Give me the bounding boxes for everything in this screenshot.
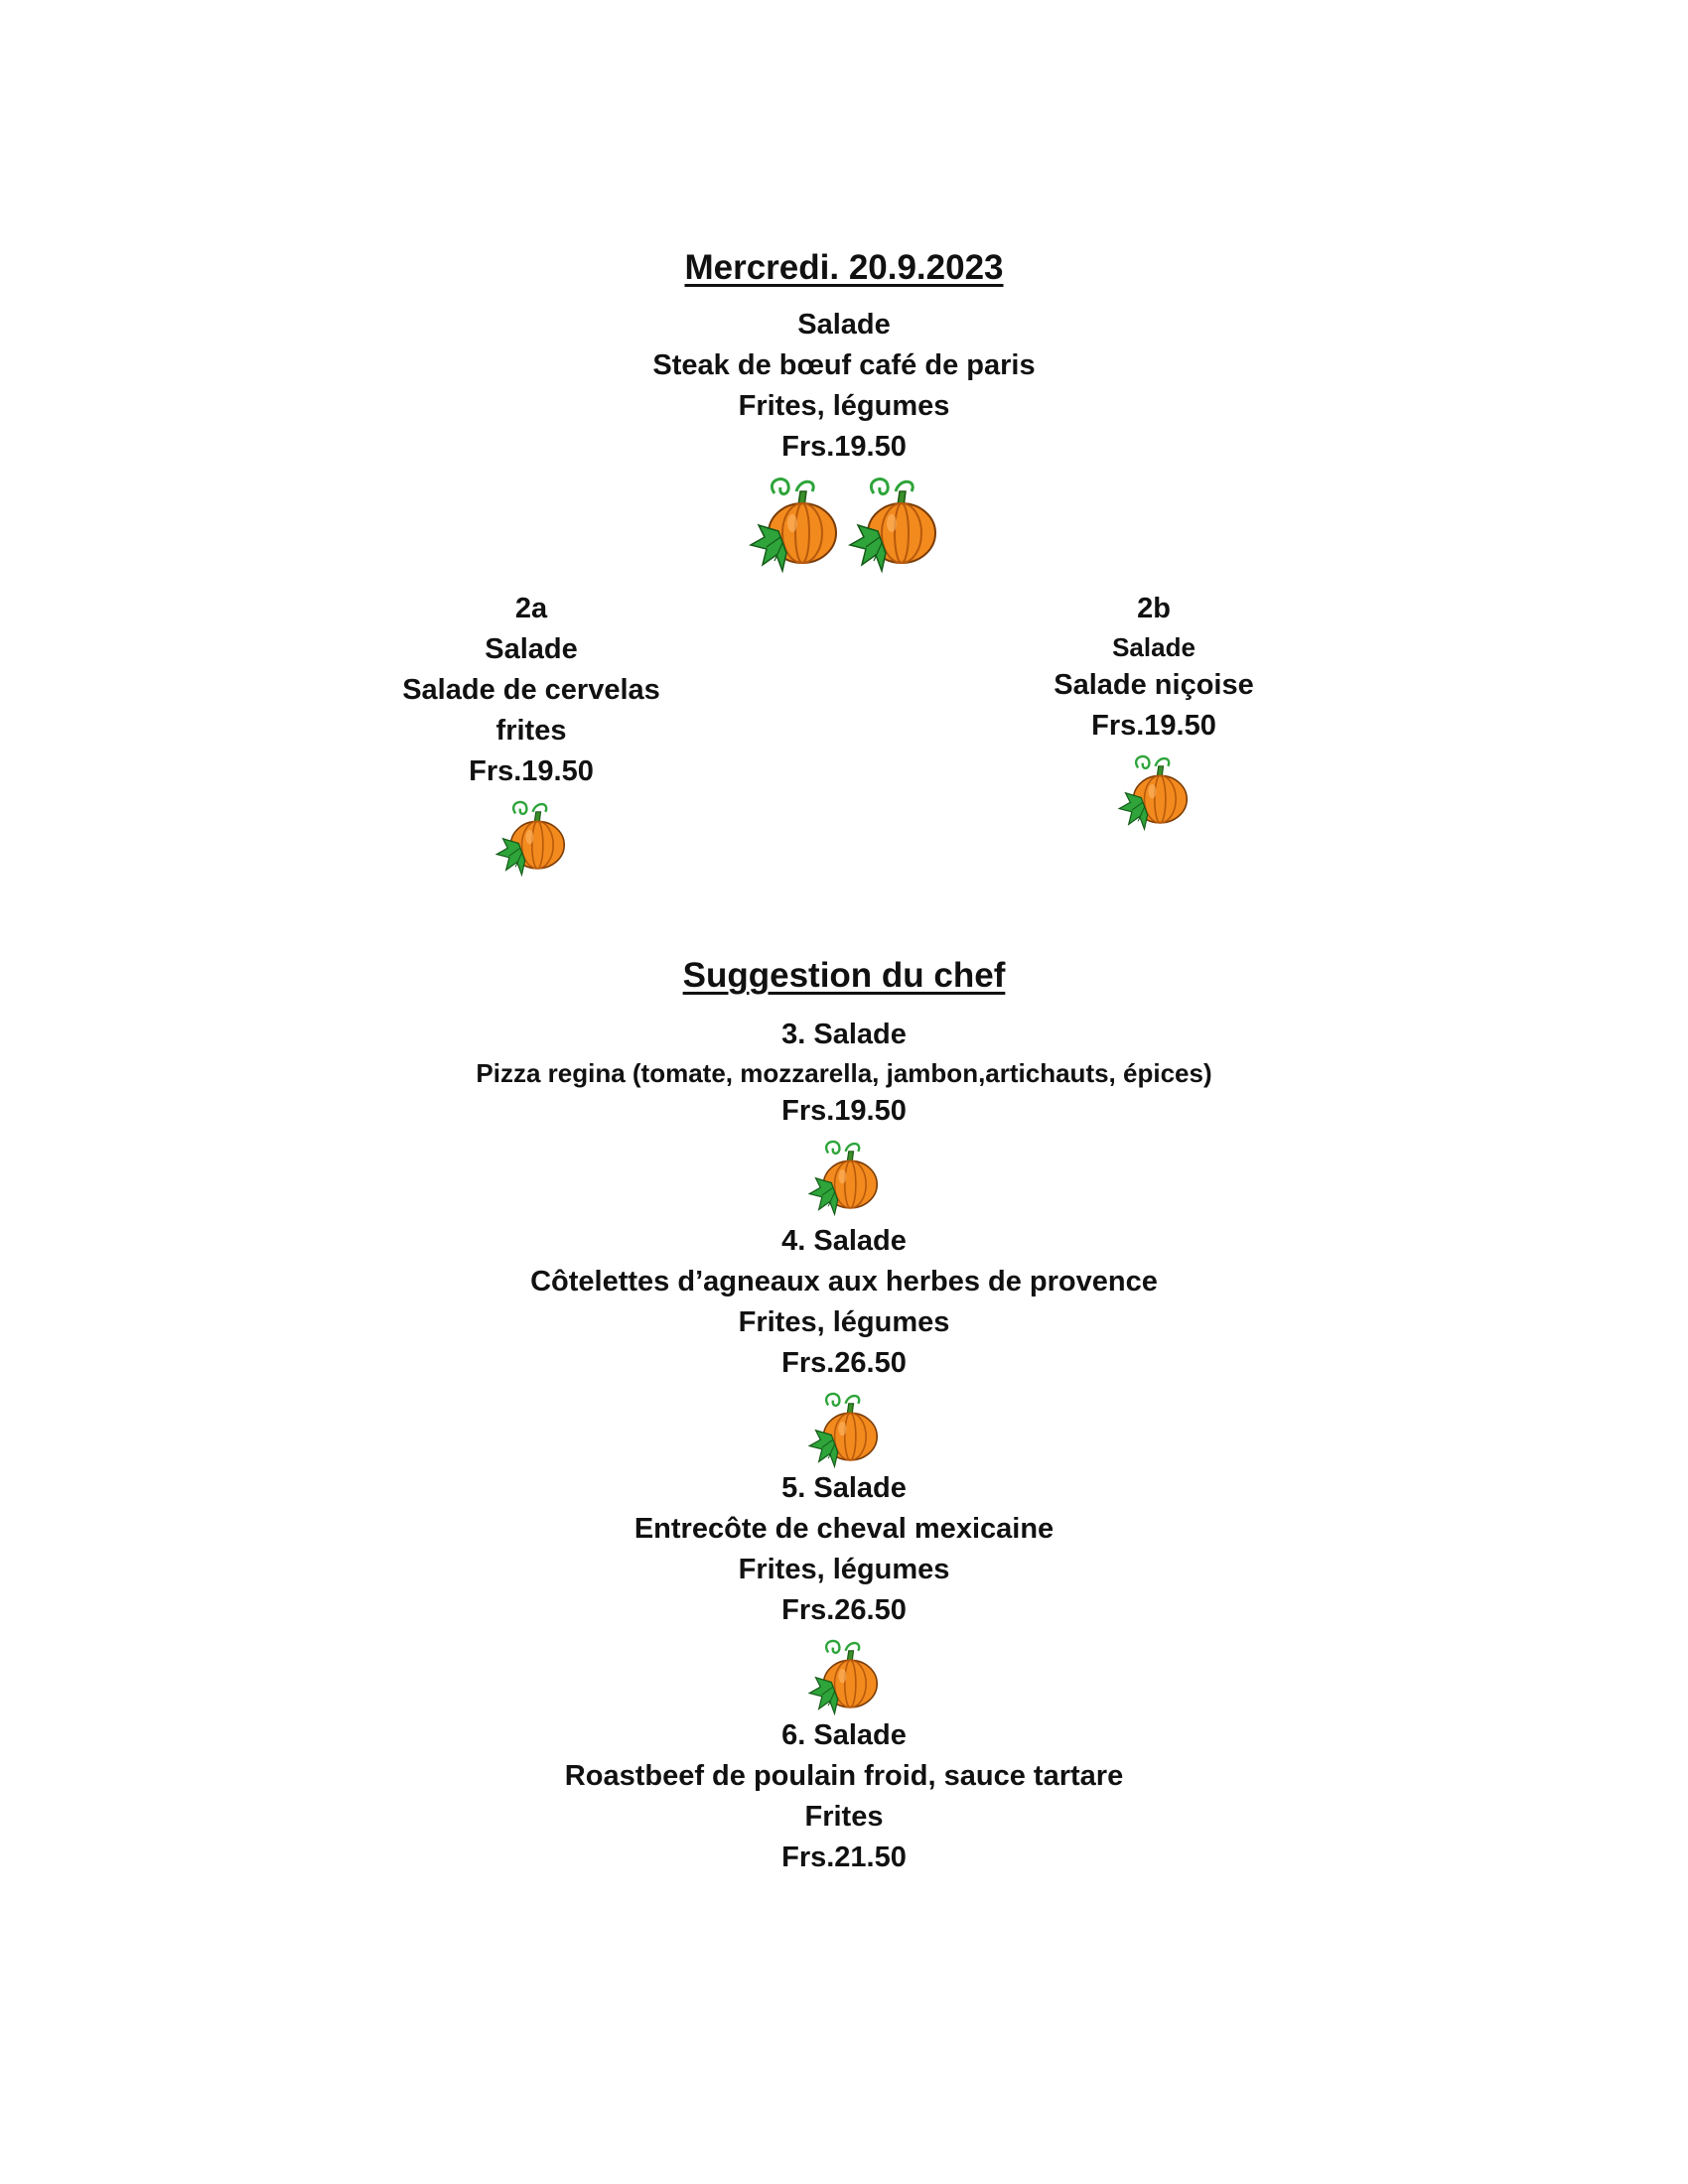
chef-suggestion-heading: Suggestion du chef [682, 956, 1006, 995]
menu-3-number: 3. Salade [781, 1019, 907, 1050]
menu-2a-number: 2a [514, 593, 548, 624]
menu-1-line-3: Frites, légumes [738, 390, 950, 422]
menu-2a-line-1: Salade [485, 633, 578, 665]
menu-1-line-2: Steak de bœuf café de paris [652, 349, 1036, 381]
menu-2a-block [333, 589, 730, 890]
pumpkin-icon [745, 472, 844, 591]
menu-5-price: Frs.26.50 [781, 1594, 907, 1626]
menu-6-block [447, 1715, 1241, 1878]
menu-1-block [496, 243, 1192, 591]
menu-5-number: 5. Salade [781, 1472, 907, 1504]
menu-3-price: Frs.19.50 [781, 1095, 907, 1127]
pumpkin-icon [492, 796, 571, 890]
menu-2a-price: Frs.19.50 [469, 755, 594, 787]
menu-2b-line-2: Salade niçoise [1054, 669, 1254, 701]
menu-4-line-1: Côtelettes d’agneaux aux herbes de provence [530, 1266, 1158, 1297]
menu-3-line-1: Pizza regina (tomate, mozzarella, jambon,artichauts, épices) [476, 1058, 1212, 1088]
menu-1-line-1: Salade [797, 309, 891, 341]
menu-6-price: Frs.21.50 [781, 1842, 907, 1873]
menu-2b-number: 2b [1137, 593, 1171, 624]
menu-4-block [447, 1221, 1241, 1482]
menu-4-line-2: Frites, légumes [738, 1306, 950, 1338]
menu-6-line-1: Roastbeef de poulain froid, sauce tartare [564, 1760, 1124, 1792]
menu-2a-line-2: Salade de cervelas [402, 674, 660, 706]
menu-2b-price: Frs.19.50 [1091, 710, 1216, 742]
date-heading: Mercredi. 20.9.2023 [684, 248, 1004, 287]
menu-1-price: Frs.19.50 [781, 431, 907, 463]
menu-5-line-1: Entrecôte de cheval mexicaine [633, 1513, 1055, 1545]
menu-2b-line-1: Salade [1112, 632, 1196, 662]
menu-6-number: 6. Salade [781, 1719, 907, 1751]
pumpkin-icon [844, 472, 943, 591]
menu-5-block [447, 1468, 1241, 1729]
pumpkin-icon [804, 1136, 884, 1230]
menu-5-line-2: Frites, légumes [738, 1554, 950, 1585]
menu-4-price: Frs.26.50 [781, 1347, 907, 1379]
menu-2b-block [955, 589, 1352, 845]
pumpkin-icon [1114, 751, 1194, 845]
menu-4-number: 4. Salade [781, 1225, 907, 1257]
menu-2a-line-3: frites [495, 715, 567, 747]
menu-3-block [397, 951, 1291, 1230]
menu-6-line-2: Frites [804, 1801, 884, 1833]
